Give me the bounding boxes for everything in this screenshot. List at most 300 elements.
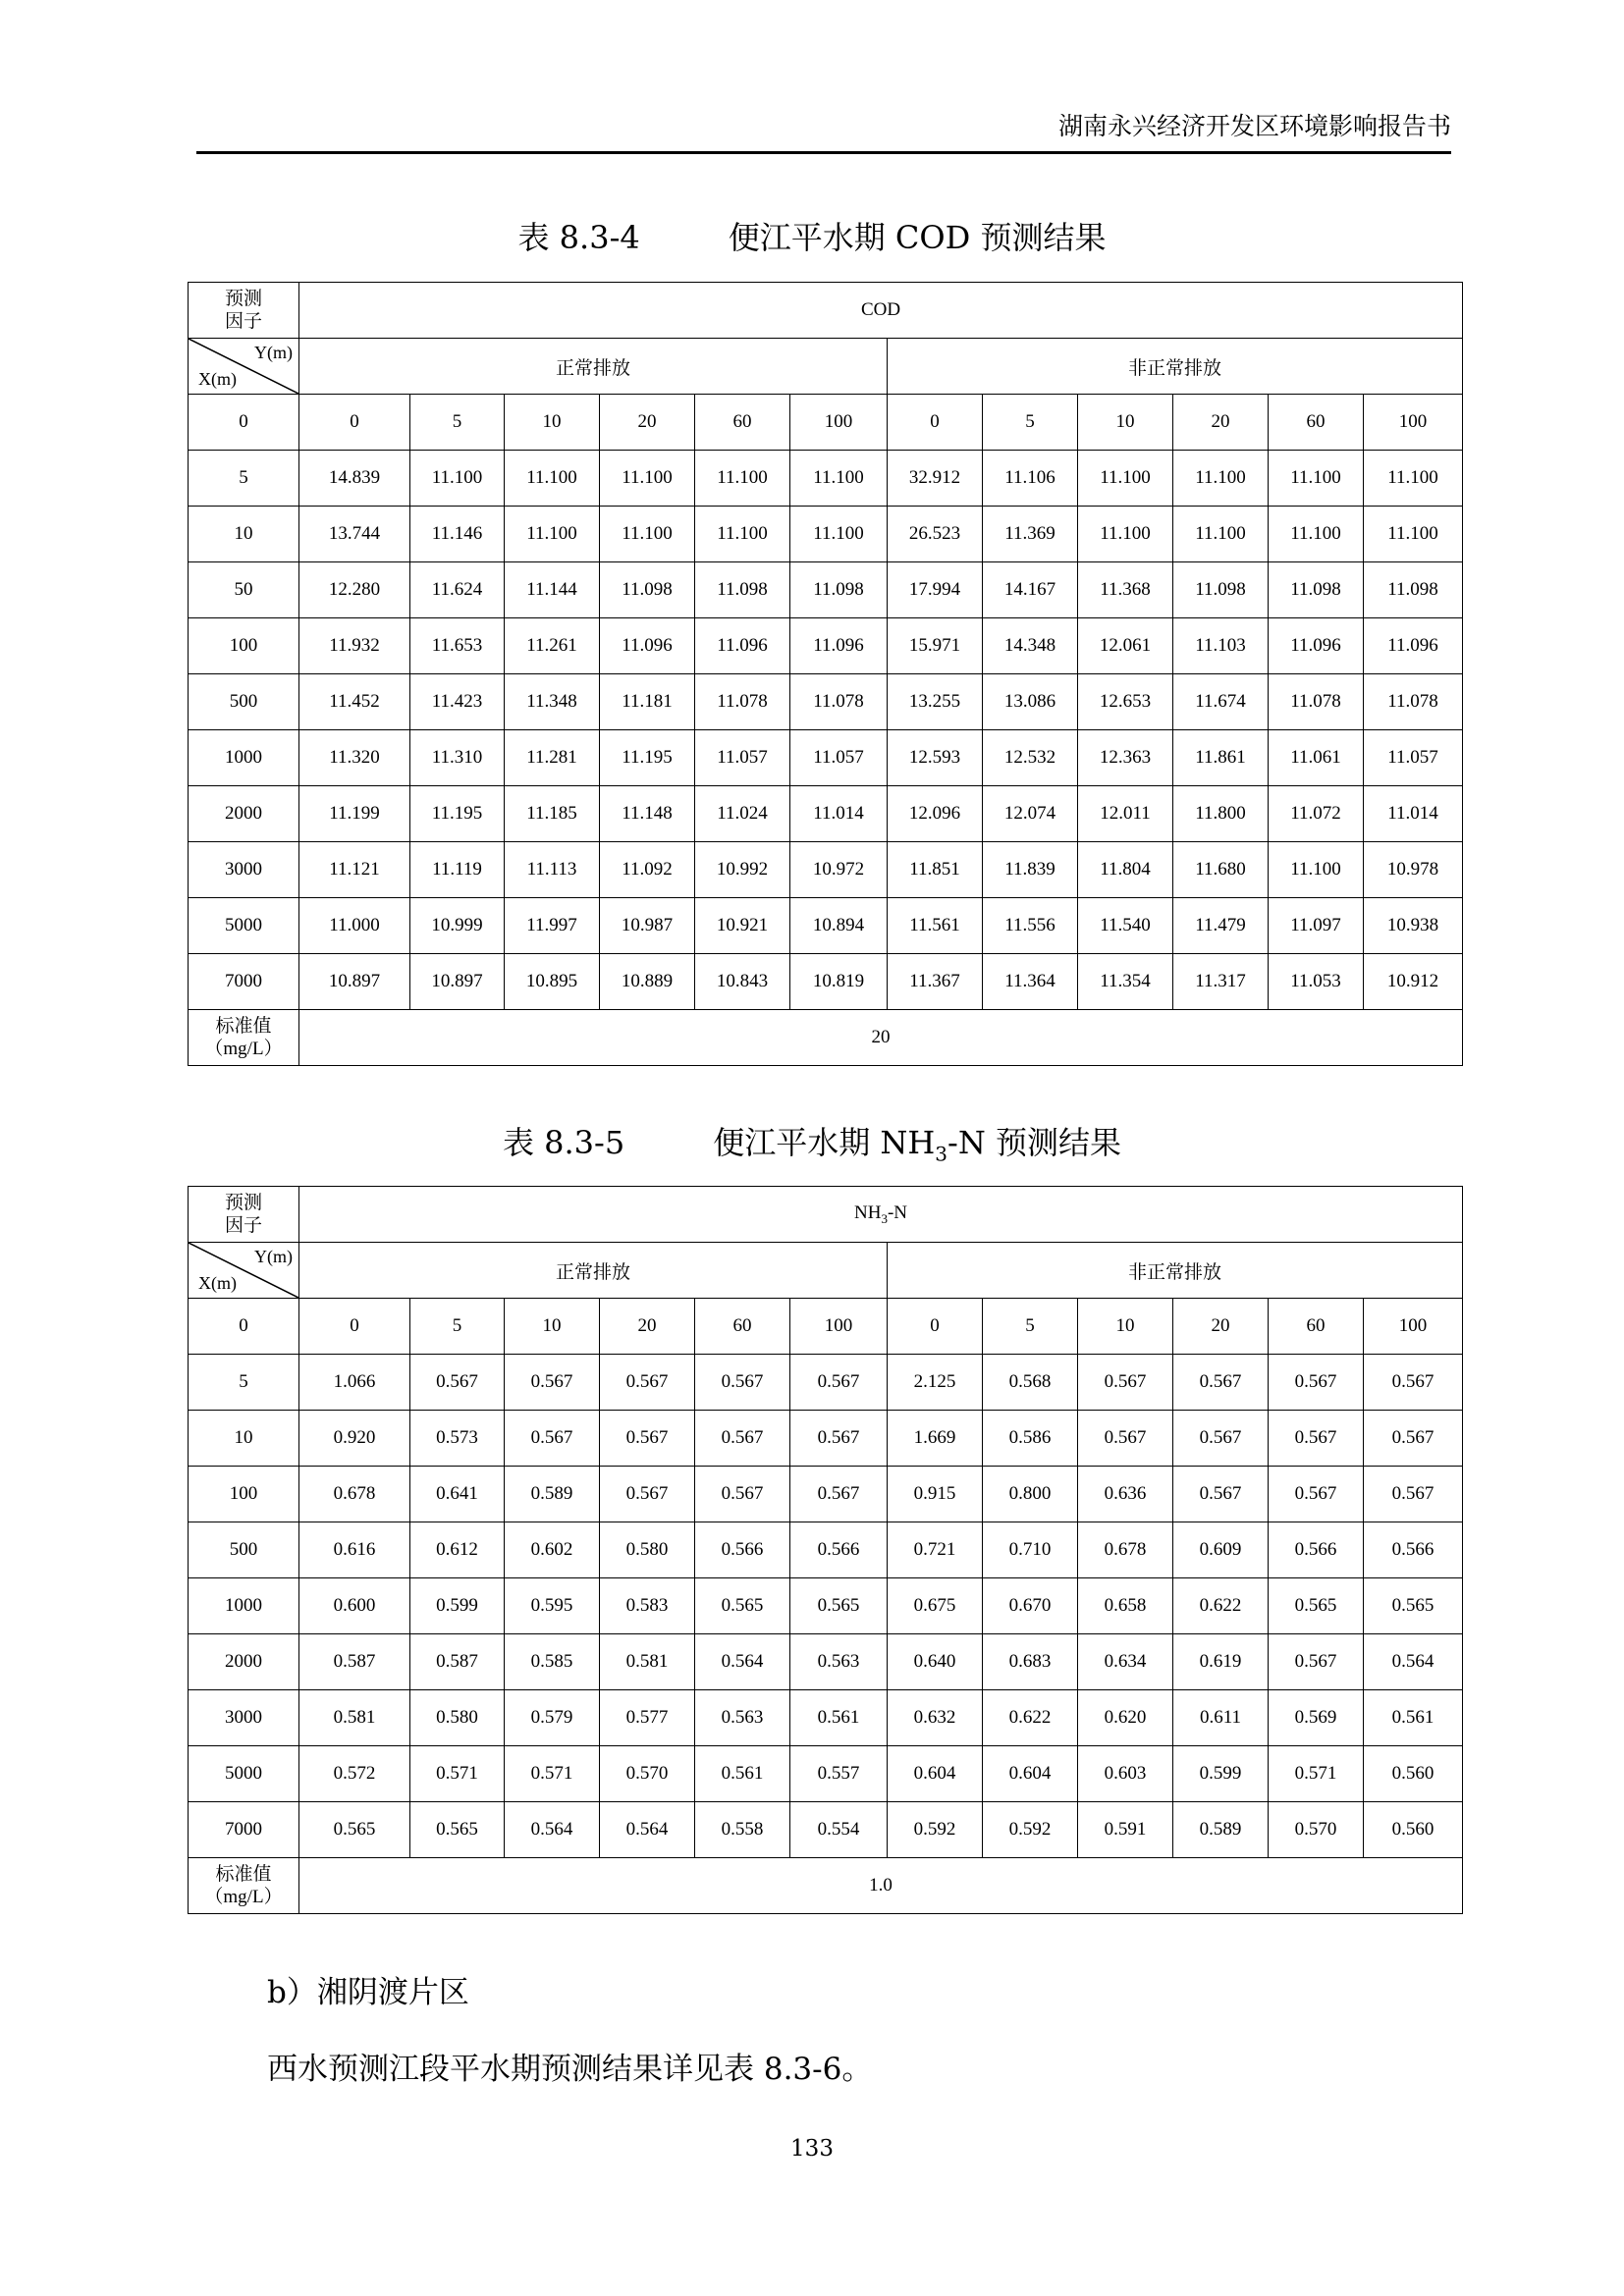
table-cell: 0.567 xyxy=(1364,1467,1463,1522)
table-cell: 11.100 xyxy=(1173,507,1269,562)
table-cell: 11.100 xyxy=(1269,842,1364,898)
table-cell: 0.567 xyxy=(1078,1411,1173,1467)
table-cell: 11.100 xyxy=(790,451,888,507)
table-cell: 26.523 xyxy=(888,507,983,562)
table-cell: 0.561 xyxy=(790,1690,888,1746)
table-cell: 0.567 xyxy=(505,1355,600,1411)
table-cell: 17.994 xyxy=(888,562,983,618)
factor-label-line1: 预测 xyxy=(224,1193,262,1213)
standard-label-line1: 标准值 xyxy=(215,1016,272,1037)
y-value-cell: 20 xyxy=(1173,395,1269,451)
table-cell: 0.619 xyxy=(1173,1634,1269,1690)
factor-name-post: -N xyxy=(887,1201,908,1223)
table-cell: 11.096 xyxy=(1364,618,1463,674)
table-cell: 11.540 xyxy=(1078,898,1173,954)
table-cell: 0.565 xyxy=(1269,1578,1364,1634)
table-cell: 11.100 xyxy=(505,507,600,562)
x-value-cell: 5000 xyxy=(189,1746,299,1802)
y-value-cell: 10 xyxy=(505,1299,600,1355)
table-cell: 0.565 xyxy=(790,1578,888,1634)
axis-corner-cell xyxy=(189,339,299,395)
table-cell: 0.634 xyxy=(1078,1634,1173,1690)
table-cell: 11.078 xyxy=(1364,674,1463,730)
table-cell: 11.100 xyxy=(1364,507,1463,562)
table-cell: 0.567 xyxy=(1173,1411,1269,1467)
table-row xyxy=(189,562,1463,618)
body-paragraph: 西水预测江段平水期预测结果详见表 8.3-6。 xyxy=(267,2052,873,2087)
table-row xyxy=(189,618,1463,674)
x-value-cell: 2000 xyxy=(189,1634,299,1690)
table-cell: 11.103 xyxy=(1173,618,1269,674)
group-normal-header: 正常排放 xyxy=(299,1243,888,1299)
table-cell: 11.804 xyxy=(1078,842,1173,898)
y-value-cell: 20 xyxy=(600,395,695,451)
table-cell: 0.564 xyxy=(695,1634,790,1690)
table-cell: 0.622 xyxy=(1173,1578,1269,1634)
standard-label-cell xyxy=(189,1858,299,1914)
table-cell: 11.281 xyxy=(505,730,600,786)
y-value-cell: 10 xyxy=(505,395,600,451)
table-cell: 11.057 xyxy=(695,730,790,786)
table-cell: 11.014 xyxy=(790,786,888,842)
table-cell: 11.100 xyxy=(695,507,790,562)
table-row xyxy=(189,1578,1463,1634)
table-cell: 0.567 xyxy=(695,1467,790,1522)
y-value-cell: 20 xyxy=(600,1299,695,1355)
table-cell: 11.364 xyxy=(983,954,1078,1010)
table-cell: 11.057 xyxy=(1364,730,1463,786)
y-values-row xyxy=(189,1299,1463,1355)
table-cell: 0.580 xyxy=(410,1690,505,1746)
table2-caption-text-pre: 便江平水期 NH xyxy=(713,1124,936,1161)
table-cell: 0.564 xyxy=(1364,1634,1463,1690)
x-header-cell: 0 xyxy=(189,395,299,451)
table-cell: 0.567 xyxy=(790,1467,888,1522)
y-value-cell: 10 xyxy=(1078,1299,1173,1355)
table-cell: 0.602 xyxy=(505,1522,600,1578)
factor-name-pre: NH xyxy=(854,1201,882,1223)
table-cell: 11.057 xyxy=(790,730,888,786)
x-value-cell: 1000 xyxy=(189,730,299,786)
table-cell: 11.000 xyxy=(299,898,410,954)
table-cell: 0.565 xyxy=(299,1802,410,1858)
table-cell: 0.571 xyxy=(505,1746,600,1802)
table1-caption xyxy=(0,218,1624,257)
table-cell: 11.100 xyxy=(1269,451,1364,507)
table-cell: 11.100 xyxy=(600,451,695,507)
table-cell: 0.567 xyxy=(695,1355,790,1411)
table-cell: 0.622 xyxy=(983,1690,1078,1746)
table-row xyxy=(189,730,1463,786)
table-cell: 12.096 xyxy=(888,786,983,842)
table-cell: 11.674 xyxy=(1173,674,1269,730)
table-cell: 0.565 xyxy=(695,1578,790,1634)
table-cell: 10.819 xyxy=(790,954,888,1010)
table-cell: 11.367 xyxy=(888,954,983,1010)
table-cell: 0.595 xyxy=(505,1578,600,1634)
y-value-cell: 5 xyxy=(983,1299,1078,1355)
x-value-cell: 2000 xyxy=(189,786,299,842)
table-cell: 11.861 xyxy=(1173,730,1269,786)
y-value-cell: 100 xyxy=(790,395,888,451)
table-cell: 0.569 xyxy=(1269,1690,1364,1746)
factor-label-cell xyxy=(189,283,299,339)
table-cell: 11.839 xyxy=(983,842,1078,898)
table-cell: 0.567 xyxy=(790,1355,888,1411)
x-header-cell: 0 xyxy=(189,1299,299,1355)
table-cell: 0.609 xyxy=(1173,1522,1269,1578)
table-cell: 0.567 xyxy=(790,1411,888,1467)
y-value-cell: 100 xyxy=(1364,395,1463,451)
table-cell: 0.570 xyxy=(600,1746,695,1802)
table-cell: 0.573 xyxy=(410,1411,505,1467)
table-cell: 0.561 xyxy=(1364,1690,1463,1746)
table-row xyxy=(189,1690,1463,1746)
table-cell: 11.100 xyxy=(1173,451,1269,507)
table-cell: 15.971 xyxy=(888,618,983,674)
table-cell: 10.897 xyxy=(410,954,505,1010)
standard-row xyxy=(189,1010,1463,1066)
table-cell: 0.566 xyxy=(1364,1522,1463,1578)
table-cell: 10.972 xyxy=(790,842,888,898)
table-cell: 10.897 xyxy=(299,954,410,1010)
table-cell: 10.978 xyxy=(1364,842,1463,898)
table-cell: 11.098 xyxy=(1364,562,1463,618)
table-cell: 0.586 xyxy=(983,1411,1078,1467)
table-cell: 0.632 xyxy=(888,1690,983,1746)
x-value-cell: 10 xyxy=(189,1411,299,1467)
table-cell: 11.680 xyxy=(1173,842,1269,898)
table-cell: 0.567 xyxy=(600,1467,695,1522)
table-cell: 11.199 xyxy=(299,786,410,842)
table-cell: 11.096 xyxy=(695,618,790,674)
table-cell: 11.100 xyxy=(1269,507,1364,562)
table-cell: 0.567 xyxy=(505,1411,600,1467)
table-cell: 0.580 xyxy=(600,1522,695,1578)
table-cell: 0.641 xyxy=(410,1467,505,1522)
y-value-cell: 60 xyxy=(1269,1299,1364,1355)
table1-caption-number: 表 8.3-4 xyxy=(517,219,640,256)
y-value-cell: 10 xyxy=(1078,395,1173,451)
table-cell: 14.167 xyxy=(983,562,1078,618)
standard-row xyxy=(189,1858,1463,1914)
table-cell: 11.423 xyxy=(410,674,505,730)
table-cell: 11.368 xyxy=(1078,562,1173,618)
table-cell: 11.113 xyxy=(505,842,600,898)
table-cell: 13.744 xyxy=(299,507,410,562)
table-cell: 11.119 xyxy=(410,842,505,898)
standard-value-cell: 20 xyxy=(299,1010,1463,1066)
table-cell: 10.938 xyxy=(1364,898,1463,954)
table-cell: 12.061 xyxy=(1078,618,1173,674)
table-cell: 11.078 xyxy=(1269,674,1364,730)
table-cell: 0.566 xyxy=(1269,1522,1364,1578)
table-cell: 0.567 xyxy=(1269,1355,1364,1411)
table-cell: 12.653 xyxy=(1078,674,1173,730)
table-cell: 11.369 xyxy=(983,507,1078,562)
table-row xyxy=(189,1355,1463,1411)
y-axis-label: Y(m) xyxy=(254,343,293,362)
table-cell: 0.675 xyxy=(888,1578,983,1634)
table-cell: 0.571 xyxy=(1269,1746,1364,1802)
table-cell: 0.570 xyxy=(1269,1802,1364,1858)
x-value-cell: 5 xyxy=(189,451,299,507)
table-cell: 11.100 xyxy=(1078,507,1173,562)
table-cell: 11.100 xyxy=(600,507,695,562)
table-cell: 11.100 xyxy=(410,451,505,507)
y-value-cell: 0 xyxy=(888,1299,983,1355)
table-cell: 10.889 xyxy=(600,954,695,1010)
table-cell: 11.261 xyxy=(505,618,600,674)
factor-label-line2: 因子 xyxy=(224,1215,262,1236)
table-cell: 0.567 xyxy=(600,1355,695,1411)
x-value-cell: 7000 xyxy=(189,1802,299,1858)
table-cell: 11.317 xyxy=(1173,954,1269,1010)
table-cell: 0.581 xyxy=(299,1690,410,1746)
table-cell: 0.568 xyxy=(983,1355,1078,1411)
table-cell: 0.563 xyxy=(695,1690,790,1746)
table-cell: 0.600 xyxy=(299,1578,410,1634)
table-cell: 11.100 xyxy=(1364,451,1463,507)
table-cell: 11.146 xyxy=(410,507,505,562)
table-cell: 11.024 xyxy=(695,786,790,842)
table-row xyxy=(189,842,1463,898)
table-cell: 0.560 xyxy=(1364,1802,1463,1858)
table-cell: 0.587 xyxy=(299,1634,410,1690)
table-cell: 12.532 xyxy=(983,730,1078,786)
table-cell: 0.567 xyxy=(410,1355,505,1411)
table-cell: 11.195 xyxy=(410,786,505,842)
y-value-cell: 60 xyxy=(695,1299,790,1355)
table-cell: 10.894 xyxy=(790,898,888,954)
y-axis-label: Y(m) xyxy=(254,1247,293,1266)
table-cell: 11.100 xyxy=(1078,451,1173,507)
table-row xyxy=(189,1522,1463,1578)
group-abnormal-header: 非正常排放 xyxy=(888,339,1463,395)
table-cell: 10.843 xyxy=(695,954,790,1010)
table-cell: 0.554 xyxy=(790,1802,888,1858)
table2-caption-number: 表 8.3-5 xyxy=(502,1124,625,1161)
table-cell: 13.255 xyxy=(888,674,983,730)
y-value-cell: 0 xyxy=(888,395,983,451)
table2-caption-subscript: 3 xyxy=(935,1142,948,1166)
x-value-cell: 10 xyxy=(189,507,299,562)
table-cell: 0.603 xyxy=(1078,1746,1173,1802)
table-cell: 0.567 xyxy=(1269,1467,1364,1522)
table-cell: 0.658 xyxy=(1078,1578,1173,1634)
x-value-cell: 100 xyxy=(189,618,299,674)
table-cell: 0.564 xyxy=(600,1802,695,1858)
x-value-cell: 500 xyxy=(189,1522,299,1578)
nh3n-prediction-table xyxy=(188,1186,1463,1914)
factor-label-line2: 因子 xyxy=(224,311,262,332)
table-cell: 11.098 xyxy=(600,562,695,618)
y-value-cell: 60 xyxy=(695,395,790,451)
table-cell: 11.098 xyxy=(1269,562,1364,618)
table-cell: 11.148 xyxy=(600,786,695,842)
table-cell: 32.912 xyxy=(888,451,983,507)
x-value-cell: 3000 xyxy=(189,1690,299,1746)
table-cell: 0.564 xyxy=(505,1802,600,1858)
table-cell: 11.098 xyxy=(790,562,888,618)
table-cell: 0.670 xyxy=(983,1578,1078,1634)
table-row xyxy=(189,1411,1463,1467)
table-cell: 11.561 xyxy=(888,898,983,954)
table-cell: 0.581 xyxy=(600,1634,695,1690)
standard-label-cell xyxy=(189,1010,299,1066)
table-cell: 10.912 xyxy=(1364,954,1463,1010)
table-cell: 0.567 xyxy=(1269,1411,1364,1467)
table-cell: 12.011 xyxy=(1078,786,1173,842)
table-cell: 0.678 xyxy=(299,1467,410,1522)
table-row xyxy=(189,954,1463,1010)
table-cell: 11.932 xyxy=(299,618,410,674)
table-cell: 0.572 xyxy=(299,1746,410,1802)
y-value-cell: 0 xyxy=(299,1299,410,1355)
table-cell: 0.589 xyxy=(1173,1802,1269,1858)
table-cell: 0.585 xyxy=(505,1634,600,1690)
table-row xyxy=(189,1746,1463,1802)
y-value-cell: 100 xyxy=(1364,1299,1463,1355)
table-cell: 0.567 xyxy=(1173,1355,1269,1411)
factor-label-cell xyxy=(189,1187,299,1243)
table-cell: 11.098 xyxy=(1173,562,1269,618)
table-cell: 0.558 xyxy=(695,1802,790,1858)
table-cell: 11.348 xyxy=(505,674,600,730)
factor-name-cell xyxy=(299,1187,1463,1243)
table-cell: 0.612 xyxy=(410,1522,505,1578)
table-cell: 0.592 xyxy=(983,1802,1078,1858)
page-header xyxy=(196,112,1451,154)
table-cell: 0.567 xyxy=(1173,1467,1269,1522)
table-cell: 0.561 xyxy=(695,1746,790,1802)
table-cell: 11.851 xyxy=(888,842,983,898)
table-cell: 0.611 xyxy=(1173,1690,1269,1746)
standard-label-line1: 标准值 xyxy=(215,1864,272,1885)
table-cell: 0.683 xyxy=(983,1634,1078,1690)
table-cell: 10.895 xyxy=(505,954,600,1010)
table-cell: 11.479 xyxy=(1173,898,1269,954)
table-cell: 0.567 xyxy=(695,1411,790,1467)
x-axis-label: X(m) xyxy=(198,1273,237,1293)
table-cell: 11.800 xyxy=(1173,786,1269,842)
y-values-row xyxy=(189,395,1463,451)
table-cell: 0.604 xyxy=(983,1746,1078,1802)
y-value-cell: 60 xyxy=(1269,395,1364,451)
table-cell: 0.567 xyxy=(1078,1355,1173,1411)
table-cell: 11.053 xyxy=(1269,954,1364,1010)
x-value-cell: 5000 xyxy=(189,898,299,954)
x-value-cell: 5 xyxy=(189,1355,299,1411)
table-cell: 12.074 xyxy=(983,786,1078,842)
table-row xyxy=(189,1634,1463,1690)
standard-value-cell: 1.0 xyxy=(299,1858,1463,1914)
table-cell: 0.565 xyxy=(410,1802,505,1858)
page-number: 133 xyxy=(790,2136,834,2162)
table2-caption xyxy=(0,1123,1624,1173)
x-value-cell: 1000 xyxy=(189,1578,299,1634)
table-cell: 0.557 xyxy=(790,1746,888,1802)
table-cell: 11.072 xyxy=(1269,786,1364,842)
y-value-cell: 5 xyxy=(410,1299,505,1355)
table-cell: 0.583 xyxy=(600,1578,695,1634)
table-cell: 0.636 xyxy=(1078,1467,1173,1522)
table-cell: 11.078 xyxy=(695,674,790,730)
table-cell: 11.653 xyxy=(410,618,505,674)
x-value-cell: 7000 xyxy=(189,954,299,1010)
table-row xyxy=(189,507,1463,562)
table-cell: 0.589 xyxy=(505,1467,600,1522)
table-cell: 11.096 xyxy=(600,618,695,674)
table-cell: 11.100 xyxy=(790,507,888,562)
table-cell: 10.999 xyxy=(410,898,505,954)
table-cell: 0.566 xyxy=(695,1522,790,1578)
x-value-cell: 100 xyxy=(189,1467,299,1522)
table-cell: 0.565 xyxy=(1364,1578,1463,1634)
table-cell: 10.987 xyxy=(600,898,695,954)
table-cell: 11.061 xyxy=(1269,730,1364,786)
table-cell: 1.669 xyxy=(888,1411,983,1467)
table-cell: 11.185 xyxy=(505,786,600,842)
table-cell: 13.086 xyxy=(983,674,1078,730)
table-cell: 0.678 xyxy=(1078,1522,1173,1578)
table-cell: 11.181 xyxy=(600,674,695,730)
table-cell: 11.144 xyxy=(505,562,600,618)
table-cell: 0.567 xyxy=(1364,1355,1463,1411)
table-row xyxy=(189,1802,1463,1858)
subsection-heading: b）湘阴渡片区 xyxy=(267,1975,469,2010)
table-row xyxy=(189,786,1463,842)
table-cell: 0.587 xyxy=(410,1634,505,1690)
table-cell: 0.616 xyxy=(299,1522,410,1578)
y-value-cell: 5 xyxy=(410,395,505,451)
table-cell: 0.920 xyxy=(299,1411,410,1467)
table-cell: 11.452 xyxy=(299,674,410,730)
x-value-cell: 3000 xyxy=(189,842,299,898)
standard-label-line2: （mg/L） xyxy=(204,1887,283,1907)
table-cell: 11.624 xyxy=(410,562,505,618)
table-row xyxy=(189,898,1463,954)
table-cell: 2.125 xyxy=(888,1355,983,1411)
table-cell: 11.310 xyxy=(410,730,505,786)
table-cell: 0.571 xyxy=(410,1746,505,1802)
table-cell: 0.567 xyxy=(600,1411,695,1467)
group-abnormal-header: 非正常排放 xyxy=(888,1243,1463,1299)
table-cell: 0.599 xyxy=(410,1578,505,1634)
table-cell: 11.014 xyxy=(1364,786,1463,842)
table-cell: 11.121 xyxy=(299,842,410,898)
table-cell: 0.563 xyxy=(790,1634,888,1690)
y-value-cell: 5 xyxy=(983,395,1078,451)
table-cell: 12.593 xyxy=(888,730,983,786)
table-cell: 0.721 xyxy=(888,1522,983,1578)
table-cell: 11.320 xyxy=(299,730,410,786)
group-normal-header: 正常排放 xyxy=(299,339,888,395)
table-cell: 11.097 xyxy=(1269,898,1364,954)
table-cell: 0.579 xyxy=(505,1690,600,1746)
table-cell: 0.604 xyxy=(888,1746,983,1802)
table-cell: 11.997 xyxy=(505,898,600,954)
table-row xyxy=(189,1467,1463,1522)
table-cell: 0.592 xyxy=(888,1802,983,1858)
table-cell: 0.710 xyxy=(983,1522,1078,1578)
table-cell: 0.800 xyxy=(983,1467,1078,1522)
factor-label-line1: 预测 xyxy=(224,289,262,309)
table-cell: 11.195 xyxy=(600,730,695,786)
table-cell: 11.354 xyxy=(1078,954,1173,1010)
table-cell: 11.556 xyxy=(983,898,1078,954)
table-cell: 11.096 xyxy=(1269,618,1364,674)
